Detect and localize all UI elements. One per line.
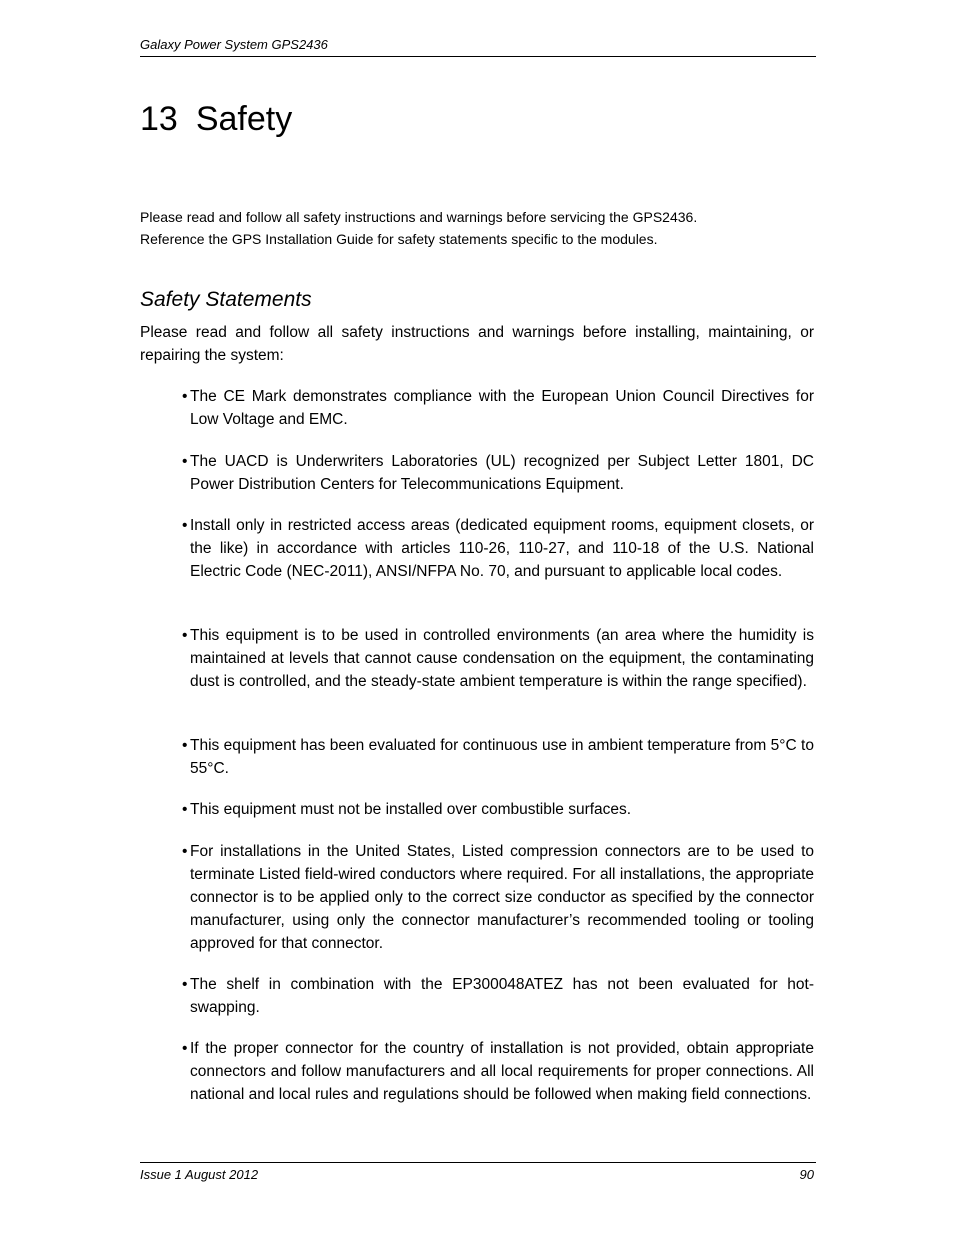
- bullet-marker: •: [182, 388, 188, 405]
- bullet-marker: •: [182, 1040, 188, 1057]
- list-item: [182, 1037, 814, 1106]
- list-item: [182, 624, 814, 693]
- bullet-marker: •: [182, 627, 188, 644]
- intro-line-1: Please read and follow all safety instructions and warnings before servicing the GPS2436.: [140, 209, 698, 225]
- list-item-text: This equipment has been evaluated for continuous use in ambient temperature from 5°C to 55°C.: [190, 737, 814, 777]
- list-item-text: The UACD is Underwriters Laboratories (UL) recognized per Subject Letter 1801, DC Power Distribution Centers for Telecommunications Equipment.: [190, 453, 814, 493]
- chapter-heading: [140, 96, 292, 142]
- list-item: [182, 734, 814, 780]
- bullet-marker: •: [182, 517, 188, 534]
- list-item: [182, 840, 814, 955]
- list-item-text: The CE Mark demonstrates compliance with the European Union Council Directives for Low Voltage and EMC.: [190, 388, 814, 428]
- issue-date: Issue 1 August 2012: [140, 1167, 259, 1182]
- list-item-text: The shelf in combination with the EP300048ATEZ has not been evaluated for hot-swapping.: [190, 976, 814, 1016]
- list-item: [182, 514, 814, 583]
- bullet-marker: •: [182, 737, 188, 754]
- chapter-number: 13: [140, 100, 178, 138]
- intro-line-2: Reference the GPS Installation Guide for safety statements specific to the modules.: [140, 231, 658, 247]
- bullet-marker: •: [182, 453, 188, 470]
- list-item-text: Install only in restricted access areas (dedicated equipment rooms, equipment closets, or the like) in accordance with articles 110-26, 110-27, and 110-18 of the U.S. National Electric Code (NEC-2011), ANSI/NFPA No. 70, and pursuant to applicable local codes.: [190, 517, 814, 580]
- intro-paragraph: [140, 206, 816, 250]
- page-footer: [140, 1162, 816, 1187]
- list-item-text: For installations in the United States, Listed compression connectors are to be used to terminate Listed field-wired conductors where required. For all installations, the appropriate connector is to be applied only to the correct size conductor as specified by the connector manufacturer, using only the connector manufacturer’s recommended tooling or tooling approved for that connector.: [190, 843, 814, 952]
- list-item: [182, 385, 814, 431]
- bullet-marker: •: [182, 976, 188, 993]
- list-item: [182, 798, 814, 821]
- list-item-text: If the proper connector for the country of installation is not provided, obtain appropriate connectors and follow manufacturers and all local requirements for proper connections. All national and local rules and regulations should be followed when making field connections.: [190, 1040, 814, 1103]
- list-item: [182, 450, 814, 496]
- bullet-marker: •: [182, 843, 188, 860]
- bullet-marker: •: [182, 801, 188, 818]
- document-title: Galaxy Power System GPS2436: [140, 37, 328, 52]
- list-item-text: This equipment is to be used in controlled environments (an area where the humidity is maintained at levels that cannot cause condensation on the equipment, the contaminating dust is controlled, and the steady-state ambient temperature is within the range specified).: [190, 627, 814, 690]
- section-lead-paragraph: Please read and follow all safety instructions and warnings before installing, maintaining, or repairing the system:: [140, 324, 814, 364]
- list-item: [182, 973, 814, 1019]
- list-item-text: This equipment must not be installed over combustible surfaces.: [190, 801, 632, 818]
- page-number: 90: [799, 1167, 814, 1182]
- chapter-title: Safety: [195, 100, 293, 138]
- section-heading: Safety Statements: [140, 288, 312, 311]
- page-header: [140, 36, 816, 57]
